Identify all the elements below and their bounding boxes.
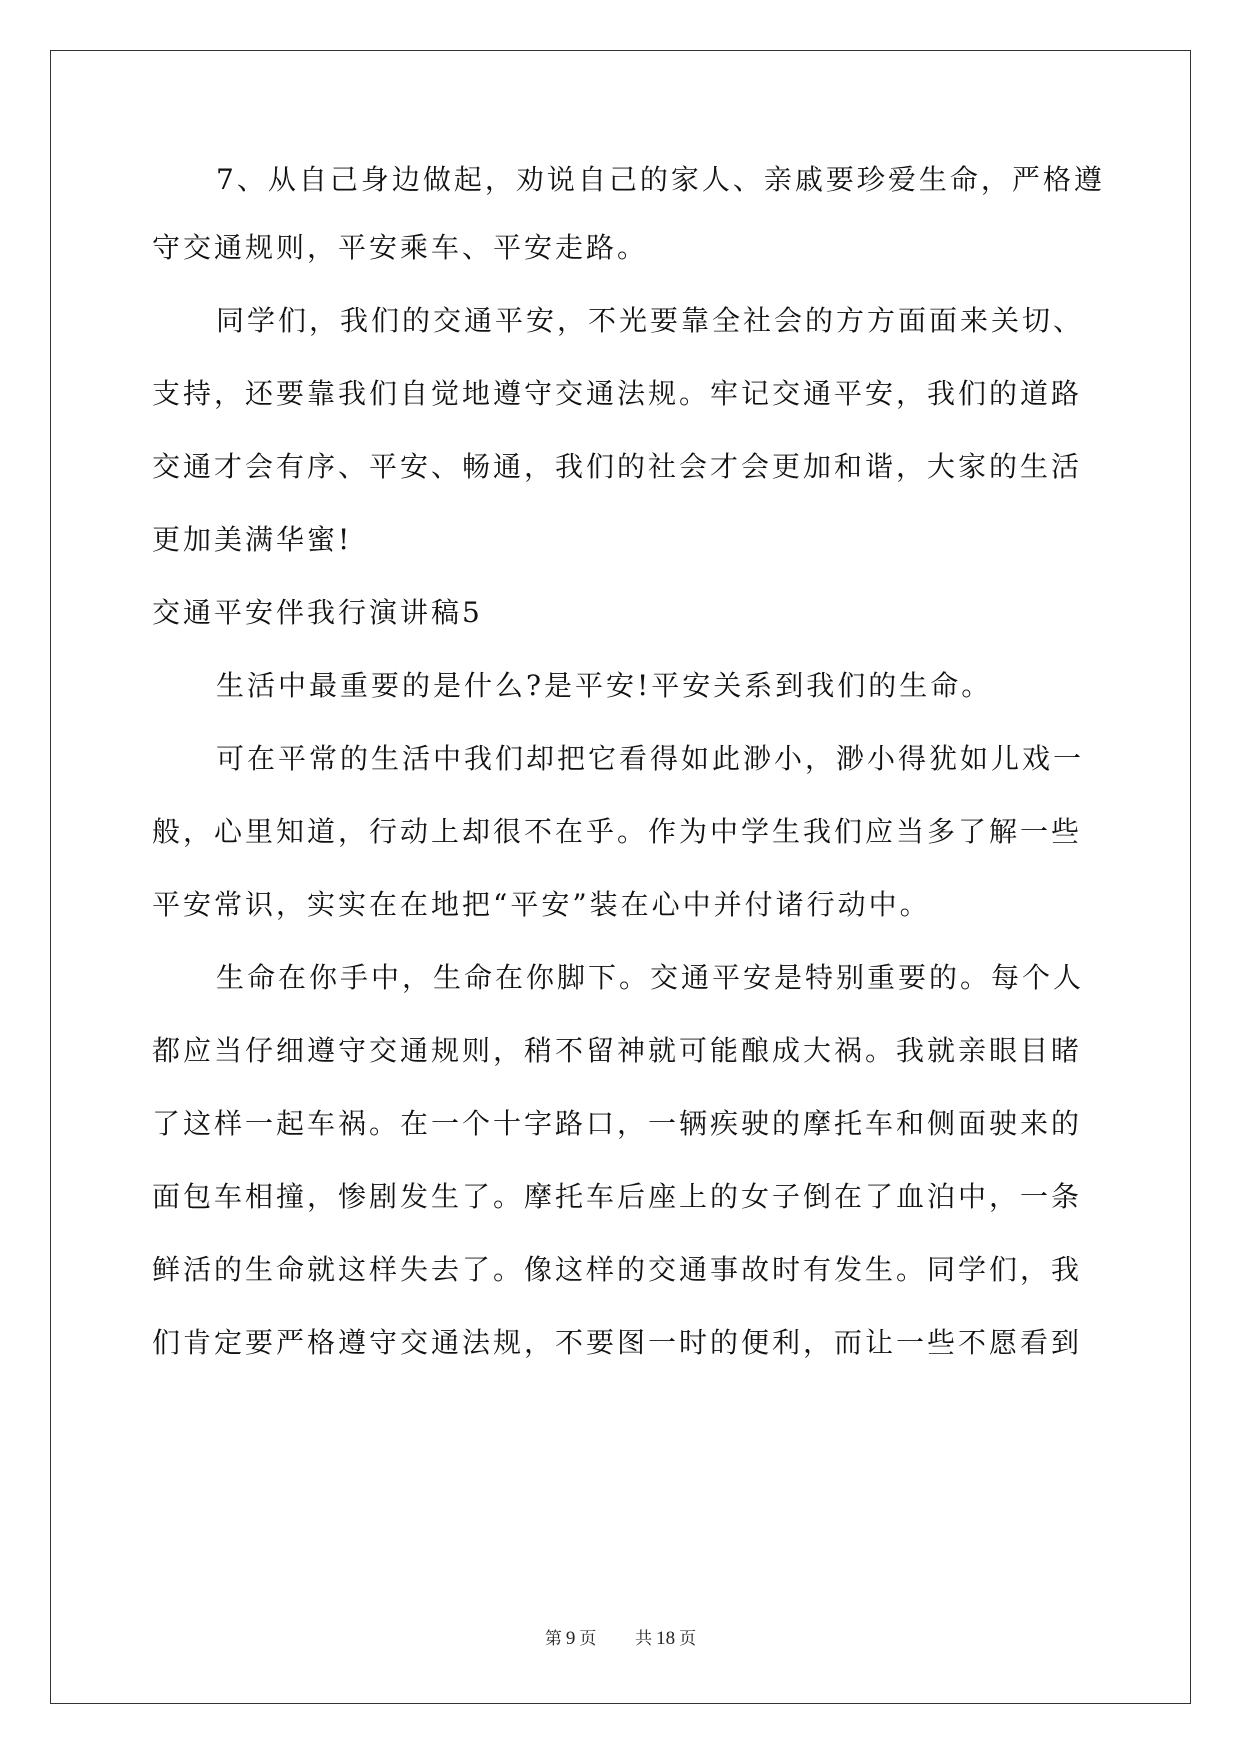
- paragraph-line: 般，心里知道，行动上却很不在乎。作为中学生我们应当多了解一些: [152, 815, 1083, 848]
- total-suffix: 页: [679, 1629, 697, 1649]
- paragraph-line: 平安常识，实实在在地把“平安”装在心中并付诸行动中。: [152, 888, 931, 921]
- paragraph-line: 都应当仔细遵守交通规则，稍不留神就可能酿成大祸。我就亲眼目睹: [152, 1034, 1083, 1067]
- paragraph-line: 支持，还要靠我们自觉地遵守交通法规。牢记交通平安，我们的道路: [152, 377, 1083, 410]
- total-pages: 18: [656, 1628, 676, 1649]
- page-prefix: 第: [544, 1629, 562, 1649]
- paragraph-line: 同学们，我们的交通平安，不光要靠全社会的方方面面来关切、: [216, 304, 1085, 337]
- paragraph-line: 生命在你手中，生命在你脚下。交通平安是特别重要的。每个人: [216, 961, 1085, 994]
- paragraph-line: 们肯定要严格遵守交通法规，不要图一时的便利，而让一些不愿看到: [152, 1326, 1083, 1359]
- section-heading: 交通平安伴我行演讲稿5: [152, 596, 483, 629]
- page-number: 9: [565, 1628, 576, 1649]
- paragraph-line: 生活中最重要的是什么?是平安!平安关系到我们的生命。: [216, 669, 993, 702]
- paragraph-line: 守交通规则，平安乘车、平安走路。: [152, 231, 649, 264]
- paragraph-line: 7、从自己身边做起，劝说自己的家人、亲戚要珍爱生命，严格遵: [216, 163, 1105, 196]
- paragraph-line: 鲜活的生命就这样失去了。像这样的交通事故时有发生。同学们，我: [152, 1253, 1083, 1286]
- paragraph-line: 更加美满华蜜!: [152, 523, 353, 556]
- page-footer: [0, 1624, 1241, 1650]
- total-prefix: 共: [635, 1629, 653, 1649]
- paragraph-line: 交通才会有序、平安、畅通，我们的社会才会更加和谐，大家的生活: [152, 450, 1083, 483]
- page-suffix: 页: [579, 1629, 597, 1649]
- paragraph-line: 了这样一起车祸。在一个十字路口，一辆疾驶的摩托车和侧面驶来的: [152, 1107, 1083, 1140]
- paragraph-line: 可在平常的生活中我们却把它看得如此渺小，渺小得犹如儿戏一: [216, 742, 1085, 775]
- page-border: [50, 50, 1191, 1704]
- paragraph-line: 面包车相撞，惨剧发生了。摩托车后座上的女子倒在了血泊中，一条: [152, 1180, 1083, 1213]
